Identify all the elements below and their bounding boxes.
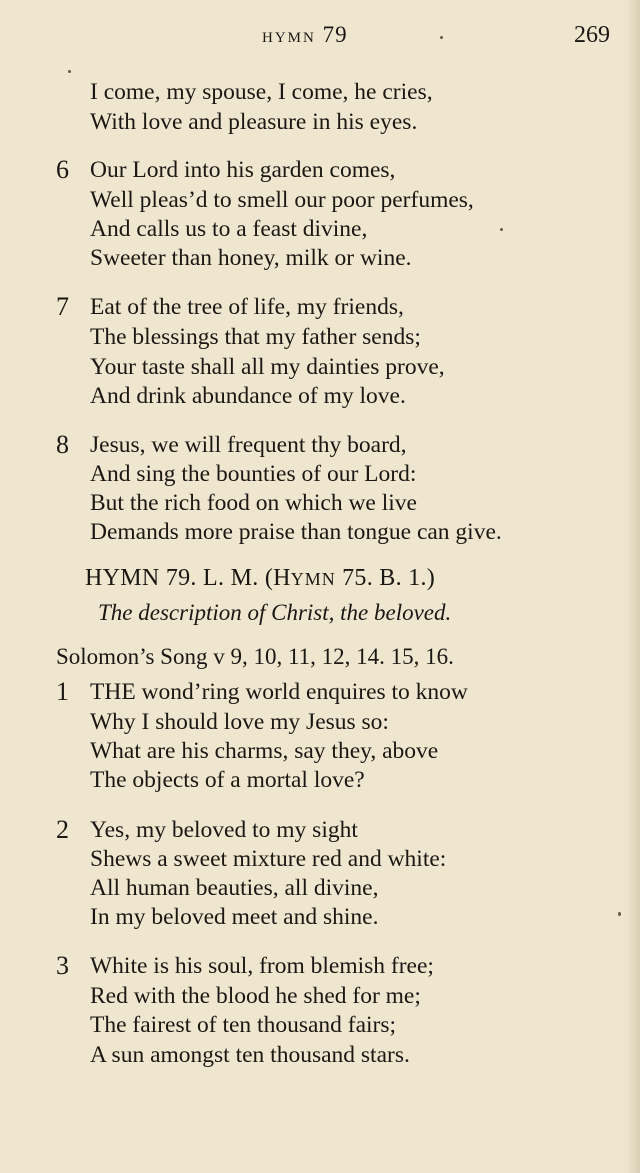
hymn-heading [85, 565, 435, 592]
verse-line: Our Lord into his garden comes, [90, 157, 396, 183]
verse-line: Yes, my beloved to my sight [90, 817, 358, 843]
page-number: 269 [574, 22, 610, 48]
verse-line: Why I should love my Jesus so: [90, 709, 389, 735]
verse-line: The objects of a mortal love? [90, 767, 365, 793]
running-head-title [262, 22, 348, 48]
hymn-heading-ref-smallcaps: YMN [290, 569, 336, 589]
verse-line: Demands more praise than tongue can give. [90, 519, 502, 545]
verse-line: With love and pleasure in his eyes. [90, 109, 418, 135]
hymn-heading-main: HYMN 79. L. M. ( [85, 565, 274, 591]
stanza-number: 8 [56, 430, 69, 459]
hymn-subtitle: The description of Christ, the beloved. [98, 600, 452, 625]
print-speck [618, 912, 621, 916]
stanza-number: 3 [56, 951, 69, 980]
verse-line: And drink abundance of my love. [90, 383, 406, 409]
verse-line: Your taste shall all my dainties prove, [90, 354, 445, 380]
verse-line: And sing the bounties of our Lord: [90, 461, 417, 487]
hymn-heading-ref-tail: 75. B. 1.) [335, 565, 436, 591]
verse-line: But the rich food on which we live [90, 490, 417, 516]
stanza-number: 2 [56, 815, 69, 844]
verse-line: In my beloved meet and shine. [90, 904, 379, 930]
verse-line: Eat of the tree of life, my friends, [90, 294, 404, 320]
verse-line: A sun amongst ten thousand stars. [90, 1042, 410, 1068]
scripture-reference: Solomon’s Song v 9, 10, 11, 12, 14. 15, 16. [56, 644, 454, 669]
verse-line: And calls us to a feast divine, [90, 216, 368, 242]
verse-line: What are his charms, say they, above [90, 738, 439, 764]
print-speck [68, 70, 71, 73]
stanza-number: 7 [56, 292, 69, 321]
stanza-number: 1 [56, 677, 69, 706]
verse-line: Red with the blood he shed for me; [90, 983, 421, 1009]
verse-line: All human beauties, all divine, [90, 875, 379, 901]
running-head-hymn-word: HYMN [262, 30, 316, 46]
page-edge-shading [626, 0, 640, 1173]
hymn-heading-ref-initial: H [273, 565, 291, 591]
verse-line: I come, my spouse, I come, he cries, [90, 79, 433, 105]
verse-line: Well pleas’d to smell our poor perfumes, [90, 187, 474, 213]
print-speck [500, 228, 503, 231]
verse-line: Shews a sweet mixture red and white: [90, 846, 447, 872]
running-head [0, 22, 640, 58]
print-speck [440, 36, 443, 39]
verse-line: THE wond’ring world enquires to know [90, 679, 468, 705]
verse-line: The blessings that my father sends; [90, 324, 421, 350]
verse-line: The fairest of ten thousand fairs; [90, 1012, 397, 1038]
verse-line: White is his soul, from blemish free; [90, 953, 434, 979]
verse-line: Jesus, we will frequent thy board, [90, 432, 407, 458]
running-head-hymn-number: 79 [322, 22, 348, 47]
verse-line: Sweeter than honey, milk or wine. [90, 245, 412, 271]
stanza-number: 6 [56, 155, 69, 184]
